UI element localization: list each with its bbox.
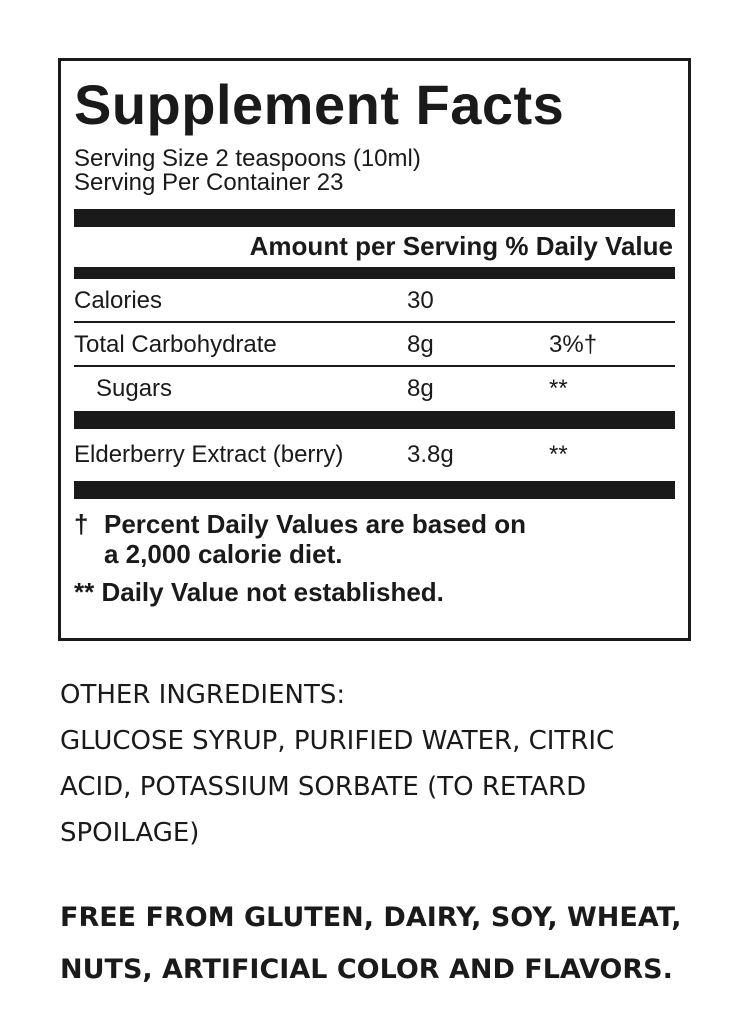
nutrient-name: Calories: [74, 287, 163, 314]
other-ingredients: [60, 672, 700, 856]
divider-thick: [74, 481, 675, 499]
nutrient-dv: 3%†: [549, 331, 598, 358]
divider-thick: [74, 411, 675, 429]
nutrient-row-calories: [74, 279, 675, 323]
nutrient-dv: **: [549, 375, 568, 402]
nutrient-amount: 3.8g: [407, 441, 454, 468]
column-header: Amount per Serving % Daily Value: [249, 231, 673, 261]
allergen-statement: [60, 892, 740, 996]
supplement-facts-panel: [58, 58, 691, 641]
nutrient-row-sugars: [74, 367, 675, 411]
divider-medium: [74, 267, 675, 279]
nutrient-name: Elderberry Extract (berry): [74, 441, 344, 468]
nutrient-amount: 8g: [407, 331, 434, 358]
nutrient-amount: 8g: [407, 375, 434, 402]
nutrient-dv: **: [549, 441, 568, 468]
footnote-not-established: ** Daily Value not established.: [74, 577, 444, 607]
nutrient-row-elderberry: [74, 429, 675, 477]
allergen-line: FREE FROM GLUTEN, DAIRY, SOY, WHEAT,: [60, 902, 682, 933]
nutrient-name: Total Carbohydrate: [74, 331, 277, 358]
footnote-daily-values: [74, 509, 675, 569]
other-ingredients-heading: OTHER INGREDIENTS:: [60, 680, 346, 710]
nutrient-amount: 30: [407, 287, 434, 314]
nutrient-name: Sugars: [96, 375, 173, 402]
divider-thick: [74, 209, 675, 227]
nutrient-row-carbohydrate: [74, 323, 675, 367]
servings-per-container: Serving Per Container 23: [74, 169, 344, 196]
footnotes: [74, 509, 675, 607]
footnote-line: Percent Daily Values are based on: [104, 509, 526, 539]
footnote-line: a 2,000 calorie diet.: [104, 539, 343, 569]
ingredients-line: ACID, POTASSIUM SORBATE (TO RETARD: [60, 772, 587, 802]
panel-title: Supplement Facts: [74, 73, 565, 136]
ingredients-line: GLUCOSE SYRUP, PURIFIED WATER, CITRIC: [60, 726, 615, 756]
dagger-mark: †: [74, 509, 89, 539]
allergen-line: NUTS, ARTIFICIAL COLOR AND FLAVORS.: [60, 954, 673, 985]
serving-size: Serving Size 2 teaspoons (10ml): [74, 145, 421, 172]
ingredients-line: SPOILAGE): [60, 818, 200, 848]
